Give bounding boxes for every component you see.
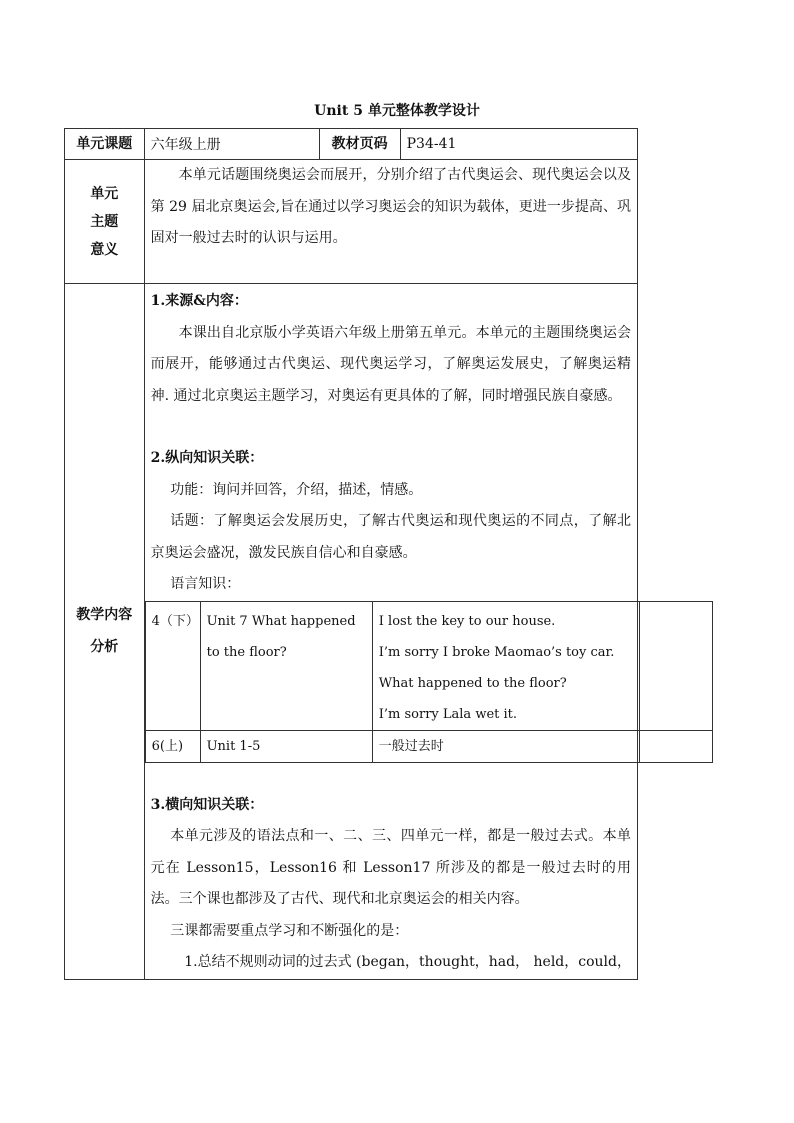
knowledge-table-wrap: [145, 601, 637, 758]
unit-topic-value: 六年级上册: [144, 129, 319, 160]
grade-cell: 6(上): [145, 730, 200, 762]
analysis-cell: [144, 284, 637, 980]
section2-heading: 2.纵向知识关联：: [150, 450, 264, 466]
page-label: 教材页码: [319, 129, 400, 160]
unit-topic-label: 单元课题: [65, 129, 145, 160]
page-value: P34-41: [400, 129, 637, 160]
page-title: Unit 5 单元整体教学设计: [314, 103, 480, 119]
sentence: I lost the key to our house.: [378, 613, 556, 629]
theme-label: 单元主题意义: [65, 160, 145, 284]
knowledge-table: [145, 601, 713, 763]
unit-cell: Unit 7 What happened to the floor?: [200, 601, 372, 730]
theme-cell: [144, 160, 637, 284]
section3-text3: 1.总结不规则动词的过去式 (began，thought，had， held，could，: [184, 954, 631, 970]
analysis-label: 教学内容分析: [65, 284, 145, 980]
grade-cell: 4（下）: [145, 601, 200, 730]
knowledge-row: [145, 730, 712, 762]
content-cell: 一般过去时: [372, 730, 639, 762]
section1-text: 本课出自北京版小学英语六年级上册第五单元。本单元的主题围绕奥运会而展开，能够通过古代奥运、现代奥运学习，了解奥运发展史，了解奥运精神. 通过北京奥运主题学习，对奥运有更具体的了解，同时增强民族自豪感。: [150, 324, 631, 404]
empty-cell: [640, 730, 713, 762]
analysis-row: [65, 284, 638, 980]
knowledge-row: [145, 601, 712, 730]
sentences-cell: [372, 601, 639, 730]
sentence: I’m sorry I broke Maomao’s toy car.: [378, 644, 615, 660]
theme-row: [65, 160, 638, 284]
unit-cell: Unit 1-5: [200, 730, 372, 762]
sentence: I’m sorry Lala wet it.: [378, 706, 518, 722]
section1-heading: 1.来源&内容：: [150, 293, 248, 309]
section2-function: 功能：询问并回答，介绍，描述，情感。: [170, 481, 423, 498]
theme-text: 本单元话题围绕奥运会而展开，分别介绍了古代奥运会、现代奥运会以及第 29 届北京奥运会,旨在通过以学习奥运会的知识为载体，更进一步提高、巩固对一般过去时的认识与运用。: [150, 167, 631, 246]
section3-text1: 本单元涉及的语法点和一、二、三、四单元一样，都是一般过去式。本单元在 Lesson15，Lesson16 和 Lesson17 所涉及的都是一般过去时的用法。三个课也都涉及了古代、现代和北京奥运会的相关内容。: [150, 828, 631, 907]
header-row: [65, 129, 638, 160]
section3-text2: 三课都需要重点学习和不断强化的是：: [170, 922, 409, 939]
section2-language: 语言知识：: [170, 576, 241, 592]
lesson-design-table: [64, 128, 638, 980]
empty-cell: [640, 601, 713, 730]
section3-heading: 3.横向知识关联：: [150, 796, 264, 813]
sentence: What happened to the floor?: [378, 675, 567, 691]
section2-topic: 话题：了解奥运会发展历史，了解古代奥运和现代奥运的不同点，了解北京奥运会盛况，激发民族自信心和自豪感。: [150, 513, 631, 561]
